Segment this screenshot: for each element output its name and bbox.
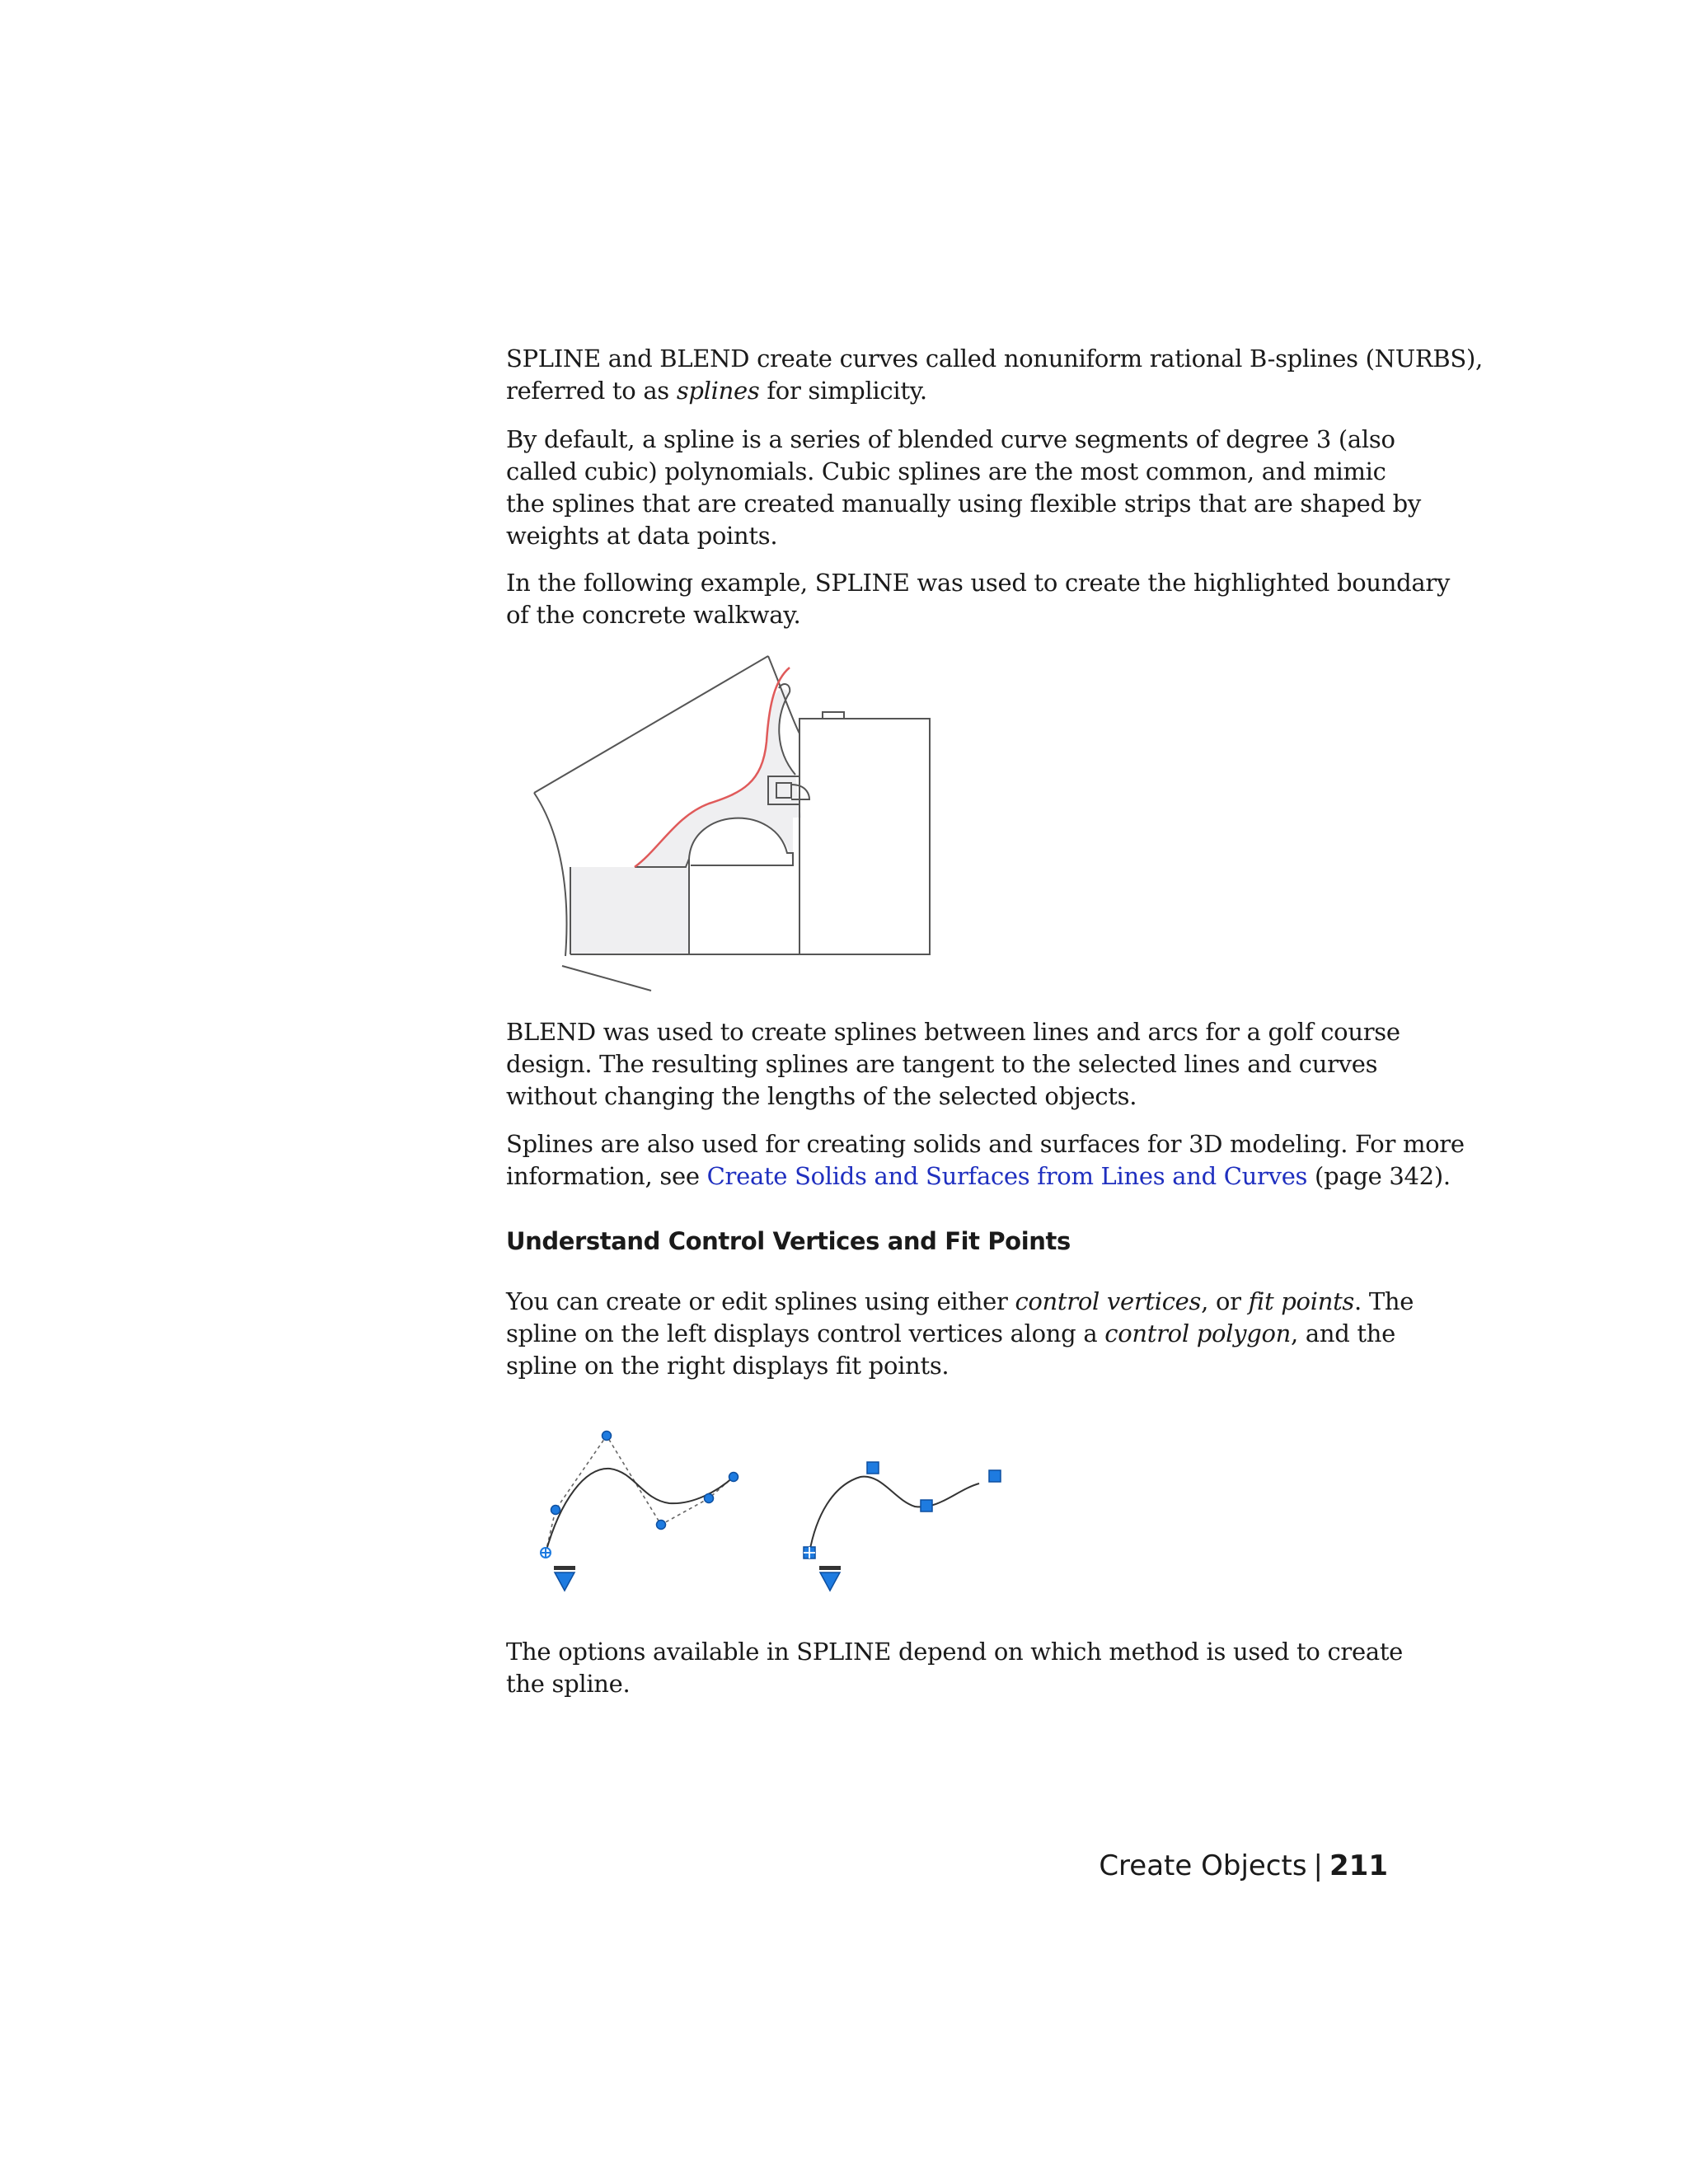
text-run: , or: [1201, 1287, 1249, 1315]
control-vertex[interactable]: [551, 1506, 560, 1515]
paragraph-cubic-splines: [506, 424, 1421, 552]
paragraph-spline-example: [506, 567, 1451, 631]
text-line: [506, 1160, 1451, 1193]
text-line: called cubic) polynomials. Cubic splines are the most common, and mimic: [506, 457, 1386, 485]
triangle-grip-icon[interactable]: [819, 1566, 841, 1591]
paragraph-blend: [506, 1016, 1404, 1113]
text-run: referred to as: [506, 377, 677, 405]
text-line: By default, a spline is a series of blended curve segments of degree 3 (also: [506, 425, 1395, 453]
text-run: spline on the left displays control vertices along a: [506, 1319, 1105, 1347]
text-line: weights at data points.: [506, 522, 778, 550]
building-outline: [799, 719, 930, 954]
emphasis-fit-points: fit points: [1248, 1287, 1355, 1315]
text-line: the splines that are created manually using flexible strips that are shaped by: [506, 490, 1421, 518]
spline-methods-figure: [528, 1418, 1022, 1599]
fp-spline-curve: [809, 1477, 979, 1553]
emphasis-control-polygon: control polygon: [1104, 1319, 1292, 1347]
text-line: design. The resulting splines are tangent to the selected lines and curves: [506, 1050, 1378, 1078]
text-line: [506, 375, 1404, 407]
bottom-diagonal-line: [562, 966, 651, 991]
start-grip-icon[interactable]: [541, 1548, 551, 1558]
text-run: You can create or edit splines using either: [506, 1287, 1015, 1315]
page-footer: [1099, 1848, 1388, 1884]
triangle-grip-icon[interactable]: [554, 1566, 575, 1591]
cv-spline-curve: [546, 1469, 734, 1553]
control-vertex[interactable]: [657, 1521, 666, 1530]
text-line: without changing the lengths of the selected objects.: [506, 1082, 1137, 1110]
fit-point[interactable]: [867, 1462, 879, 1474]
page-number: 211: [1329, 1849, 1388, 1882]
section-heading: Understand Control Vertices and Fit Points: [506, 1227, 1071, 1255]
text-line: The options available in SPLINE depend on which method is used to create: [506, 1638, 1404, 1666]
footer-section-title: Create Objects: [1099, 1849, 1307, 1882]
text-run: . The: [1354, 1287, 1414, 1315]
text-line: [506, 1286, 1414, 1318]
paragraph-3d-modeling: [506, 1128, 1465, 1193]
text-run: (page 342).: [1307, 1162, 1451, 1190]
building-vent: [823, 712, 844, 719]
outer-left-boundary: [534, 793, 566, 956]
text-line: BLEND was used to create splines between lines and arcs for a golf course: [506, 1018, 1400, 1046]
control-vertices-spline: [541, 1432, 738, 1591]
control-vertex[interactable]: [603, 1432, 612, 1441]
start-fit-grip-icon[interactable]: [804, 1547, 815, 1558]
arch-room-wall: [689, 865, 799, 954]
control-polygon: [546, 1436, 734, 1553]
text-line: Splines are also used for creating solids and surfaces for 3D modeling. For more: [506, 1130, 1465, 1158]
emphasis-control-vertices: control vertices: [1015, 1287, 1202, 1315]
text-line: of the concrete walkway.: [506, 601, 801, 629]
fit-point[interactable]: [921, 1500, 932, 1511]
text-run: for simplicity.: [759, 377, 927, 405]
paragraph-nurbs-intro: [506, 343, 1483, 407]
text-line: the spline.: [506, 1670, 631, 1698]
emphasis-splines: splines: [676, 377, 760, 405]
walkway-figure: [528, 643, 956, 1005]
walkway-shaded-region: [570, 689, 801, 954]
text-line: [506, 1318, 1404, 1350]
fit-point[interactable]: [989, 1470, 1001, 1482]
text-run: information, see: [506, 1162, 707, 1190]
text-line: In the following example, SPLINE was used to create the highlighted boundary: [506, 569, 1451, 597]
footer-separator: |: [1313, 1849, 1324, 1882]
text-line: SPLINE and BLEND create curves called nonuniform rational B-splines (NURBS),: [506, 344, 1483, 373]
text-line: spline on the right displays fit points.: [506, 1352, 950, 1380]
control-vertex[interactable]: [705, 1494, 714, 1503]
control-vertex[interactable]: [729, 1473, 738, 1482]
top-diagonal-line: [534, 656, 768, 793]
create-solids-link[interactable]: Create Solids and Surfaces from Lines and Curves: [706, 1162, 1308, 1190]
paragraph-spline-options: [506, 1636, 1404, 1700]
text-run: , and the: [1291, 1319, 1395, 1347]
paragraph-control-vertices: [506, 1286, 1414, 1382]
fit-points-spline: [804, 1462, 1001, 1591]
